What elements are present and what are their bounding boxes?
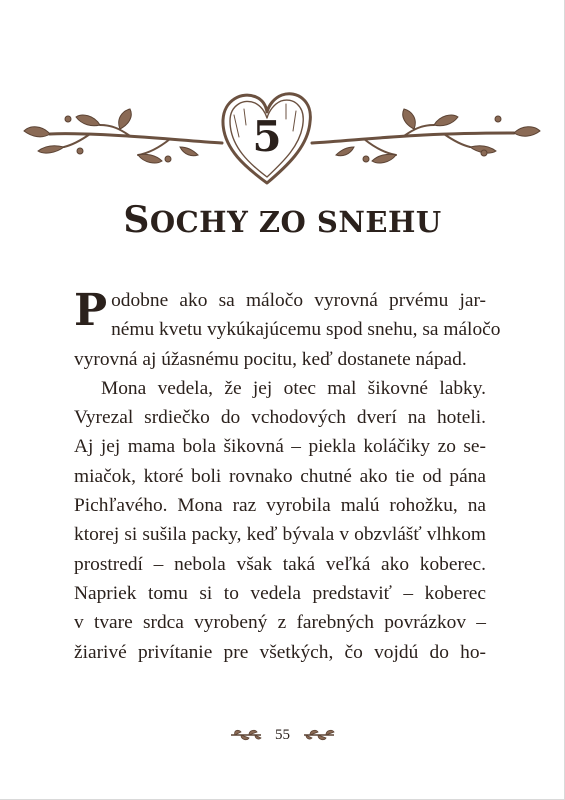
chapter-body-text — [74, 285, 501, 667]
drop-cap: P — [74, 285, 108, 336]
text-line: nému kvetu vykúkajúcemu spod snehu, sa máločo — [111, 319, 501, 341]
text-line: v tvare srdca vyrobený z farebných povrázkov – — [74, 612, 486, 634]
text-line: žiarivé privítanie pre všetkých, čo vojdú do ho- — [74, 641, 486, 663]
chapter-title-initial: S — [123, 199, 150, 241]
text-line: Aj jej mama bola šikovná – piekla koláčiky zo se- — [74, 436, 486, 458]
text-line: Mona vedela, že jej otec mal šikovné labky. — [101, 377, 486, 399]
leaf-ornament-left-icon — [229, 728, 263, 742]
leaf-ornament-right-icon — [302, 728, 336, 742]
text-line: vyrovná aj úžasnému pocitu, keď dostanete nápad. — [74, 348, 467, 370]
text-line: Pichľavého. Mona raz vyrobila malú rohožku, na — [74, 495, 486, 517]
chapter-title — [0, 200, 565, 242]
chapter-number: 5 — [252, 112, 282, 161]
page-footer — [0, 726, 565, 750]
text-line: odobne ako sa máločo vyrovná prvému jar- — [111, 290, 486, 311]
text-line: miačok, ktoré boli rovnako chutné ako tie od pána — [74, 465, 486, 487]
page-number: 55 — [275, 726, 290, 743]
text-line: Vyrezal srdiečko do vchodových dverí na hoteli. — [74, 407, 486, 429]
text-line: Napriek tomu si to vedela predstaviť – koberec — [74, 582, 486, 604]
text-line: prostredí – nebola však taká veľká ako koberec. — [74, 553, 486, 575]
chapter-title-rest: OCHY ZO SNEHU — [149, 205, 442, 239]
text-line: ktorej si sušila packy, keď bývala v obzvlášť vlhkom — [74, 524, 486, 546]
